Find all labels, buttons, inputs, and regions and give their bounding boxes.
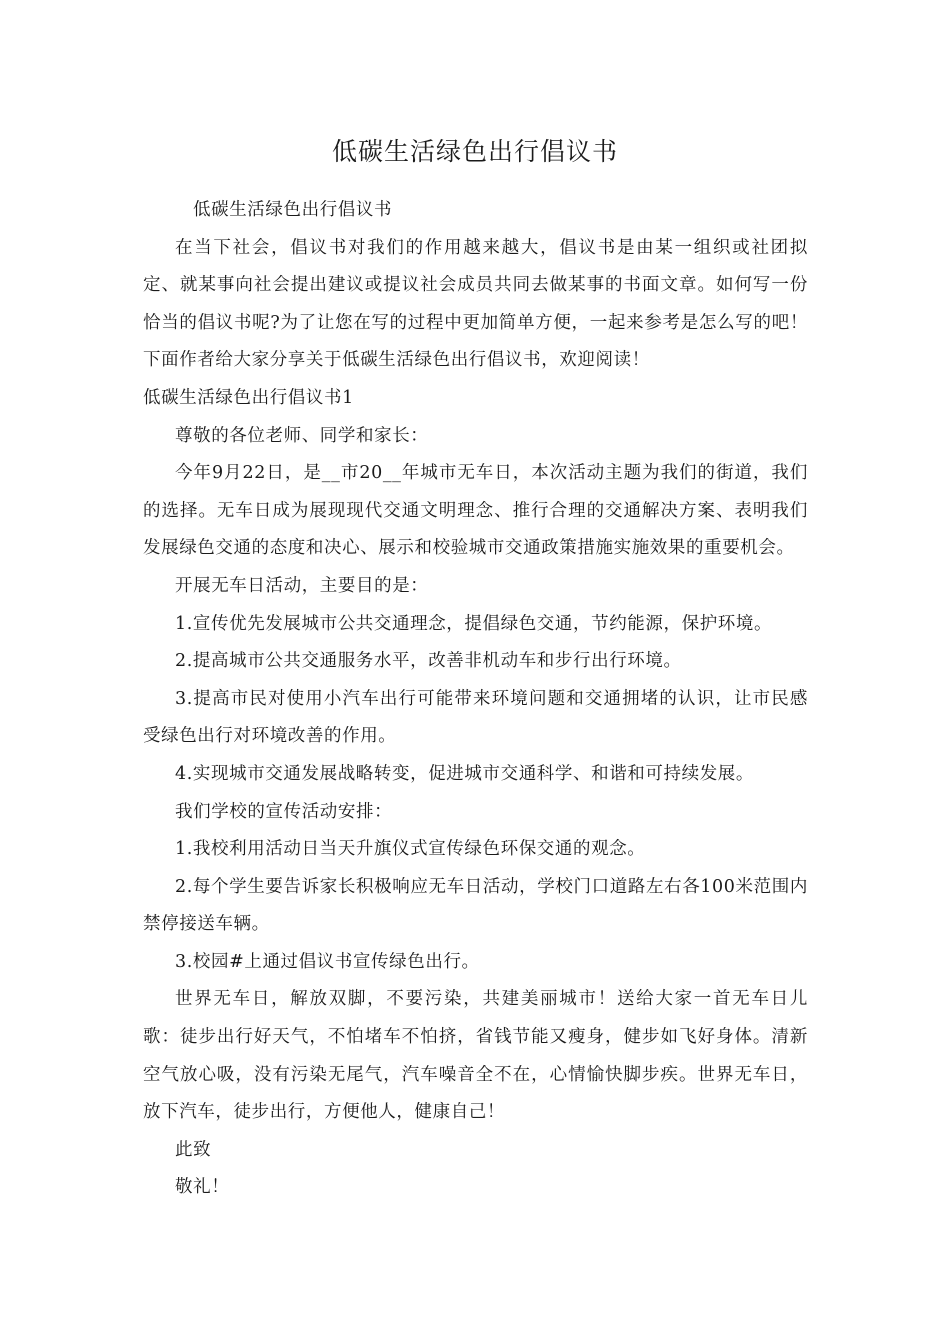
list-item: 2.每个学生要告诉家长积极响应无车日活动，学校门口道路左右各100米范围内禁停接送车辆。 bbox=[143, 876, 808, 935]
list-item: 1.宣传优先发展城市公共交通理念，提倡绿色交通，节约能源，保护环境。 bbox=[175, 613, 773, 634]
list-item: 3.提高市民对使用小汽车出行可能带来环境问题和交通拥堵的认识，让市民感受绿色出行对环境改善的作用。 bbox=[143, 688, 808, 747]
intro-paragraph: 在当下社会，倡议书对我们的作用越来越大，倡议书是由某一组织或社团拟定、就某事向社会提出建议或提议社会成员共同去做某事的书面文章。如何写一份恰当的倡议书呢?为了让您在写的过程中更加简单方便，一起来参考是怎么写的吧！下面作者给大家分享关于低碳生活绿色出行倡议书，欢迎阅读！ bbox=[143, 237, 808, 371]
document-body bbox=[143, 192, 808, 1207]
section-heading: 低碳生活绿色出行倡议书1 bbox=[143, 387, 354, 408]
subtitle-paragraph: 低碳生活绿色出行倡议书 bbox=[193, 200, 393, 220]
list-item: 4.实现城市交通发展战略转变，促进城市交通科学、和谐和可持续发展。 bbox=[175, 763, 754, 784]
body-paragraph: 开展无车日活动，主要目的是： bbox=[175, 575, 429, 596]
closing-line: 敬礼！ bbox=[175, 1177, 230, 1198]
closing-line: 此致 bbox=[175, 1139, 212, 1160]
body-paragraph: 世界无车日，解放双脚，不要污染，共建美丽城市！送给大家一首无车日儿歌：徒步出行好天气，不怕堵车不怕挤，省钱节能又瘦身，健步如飞好身体。清新空气放心吸，没有污染无尾气，汽车噪音全不在，心情愉快脚步疾。世界无车日，放下汽车，徒步出行，方便他人，健康自己！ bbox=[143, 989, 808, 1123]
salutation: 尊敬的各位老师、同学和家长： bbox=[175, 425, 429, 446]
document-title: 低碳生活绿色出行倡议书 bbox=[331, 137, 618, 166]
list-item: 1.我校利用活动日当天升旗仪式宣传绿色环保交通的观念。 bbox=[175, 839, 646, 860]
body-paragraph: 今年9月22日，是__市20__年城市无车日，本次活动主题为我们的街道，我们的选择。无车日成为展现现代交通文明理念、推行合理的交通解决方案、表明我们发展绿色交通的态度和决心、展示和校验城市交通政策措施实施效果的重要机会。 bbox=[143, 463, 808, 559]
list-item: 2.提高城市公共交通服务水平，改善非机动车和步行出行环境。 bbox=[175, 651, 682, 672]
list-item: 3.校园#上通过倡议书宣传绿色出行。 bbox=[175, 951, 480, 972]
body-paragraph: 我们学校的宣传活动安排： bbox=[175, 801, 393, 822]
